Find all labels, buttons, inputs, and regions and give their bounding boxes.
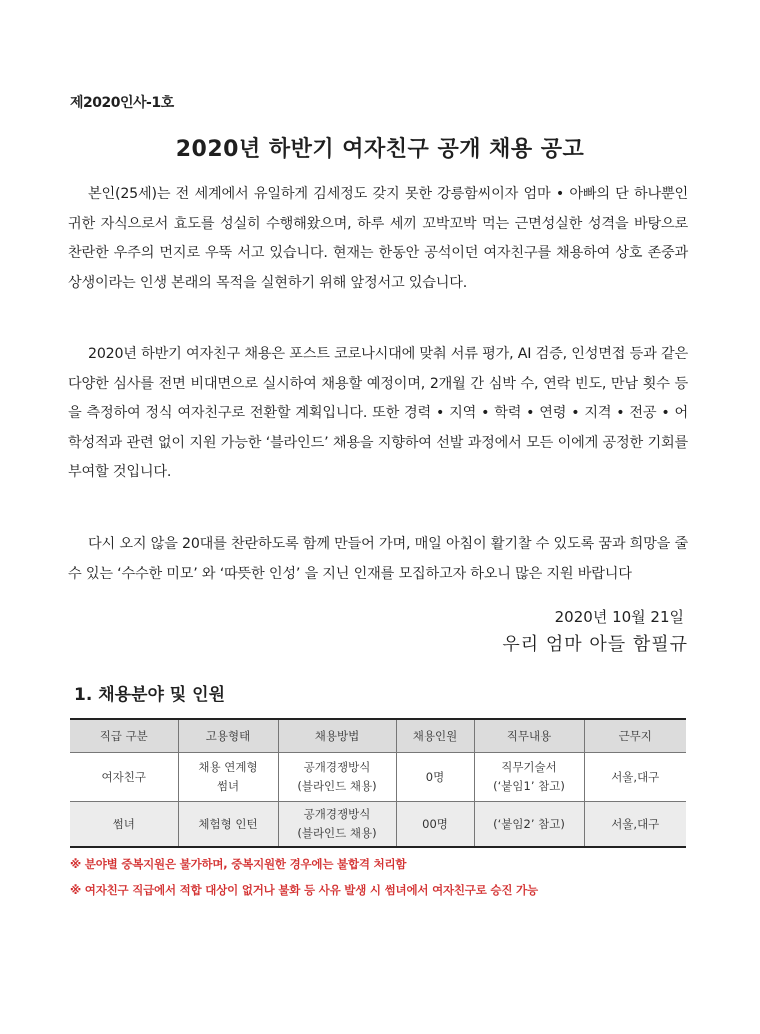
header-count: 채용인원	[396, 719, 474, 753]
header-location: 근무지	[584, 719, 686, 753]
cell-line: 체험형 인턴	[198, 816, 258, 831]
cell-method	[278, 802, 396, 848]
cell-location: 서울,대구	[584, 802, 686, 848]
document-title: 2020년 하반기 여자친구 공개 채용 공고	[175, 137, 585, 162]
header-rank: 직급 구분	[70, 719, 178, 753]
table-row	[70, 753, 686, 802]
recruitment-table	[70, 718, 686, 848]
cell-employment	[178, 802, 278, 848]
cell-line: 공개경쟁방식	[303, 760, 371, 774]
process-paragraph: 2020년 하반기 여자친구 채용은 포스트 코로나시대에 맞춰 서류 평가, AI 검증, 인성면접 등과 같은 다양한 심사를 전면 비대면으로 실시하여 채용할 예정이며, 2개월 간 심박 수, 연락 빈도, 만남 횟수 등을 측정하여 정식 여자친구로 전환할 계획입니다. 또한 경력 • 지역 • 학력 • 연령 • 지격 • 전공 • 어학성적과 관련 없이 지원 가능한 ‘블라인드’ 채용을 지향하여 선발 과정에서 모든 이에게 공정한 기회를 부여할 것입니다.	[68, 346, 688, 480]
section-title: 1. 채용분야 및 인원	[74, 685, 225, 705]
table-header-row	[70, 719, 686, 753]
header-duty: 직무내용	[474, 719, 584, 753]
intro-paragraph: 본인(25세)는 전 세계에서 유일하게 김세정도 갖지 못한 강릉함씨이자 엄마 • 아빠의 단 하나뿐인 귀한 자식으로서 효도를 성실히 수행해왔으며, 하루 세끼 꼬박꼬박 먹는 근면성실한 성격을 바탕으로 찬란한 우주의 먼지로 우뚝 서고 있습니다. 현재는 한동안 공석이던 여자친구를 채용하여 상호 존중과 상생이라는 인생 본래의 목적을 실현하기 위해 앞정서고 있습니다.	[68, 186, 688, 291]
cell-count: 0명	[396, 753, 474, 802]
document-number: 제2020인사-1호	[70, 95, 174, 111]
announcement-date: 2020년 10월 21일	[554, 608, 684, 626]
cell-line: 채용 연계형	[198, 760, 258, 774]
cell-location: 서울,대구	[584, 753, 686, 802]
cell-line: 썸녀	[216, 779, 240, 793]
cell-duty	[474, 753, 584, 802]
table-row	[70, 802, 686, 848]
cell-line: (블라인드 채용)	[297, 826, 377, 840]
note-duplicate-application: ※ 분야별 중복지원은 불가하며, 중복지원한 경우에는 불합격 처리함	[70, 857, 407, 871]
cell-line: 직무기술서	[501, 760, 557, 774]
cell-line: (‘붙임2’ 참고)	[493, 816, 565, 831]
cell-duty	[474, 802, 584, 848]
closing-paragraph: 다시 오지 않을 20대를 찬란하도록 함께 만들어 가며, 매일 아침이 활기찰 수 있도록 꿈과 희망을 줄 수 있는 ‘수수한 미모’ 와 ‘따뜻한 인성’ 을 지닌 인재를 모집하고자 하오니 많은 지원 바랍니다	[68, 536, 688, 582]
cell-rank: 여자친구	[70, 753, 178, 802]
cell-count: 00명	[396, 802, 474, 848]
note-promotion: ※ 여자친구 직급에서 적합 대상이 없거나 불화 등 사유 발생 시 썸녀에서 여자친구로 승진 가능	[70, 883, 538, 897]
header-method: 채용방법	[278, 719, 396, 753]
cell-line: (‘붙임1’ 참고)	[493, 779, 565, 793]
header-employment: 고용형태	[178, 719, 278, 753]
cell-employment	[178, 753, 278, 802]
cell-line: 공개경쟁방식	[303, 807, 371, 821]
cell-rank: 썸녀	[70, 802, 178, 848]
cell-line: (블라인드 채용)	[297, 779, 377, 793]
cell-method	[278, 753, 396, 802]
signer-name: 우리 엄마 아들 함필규	[502, 634, 688, 655]
